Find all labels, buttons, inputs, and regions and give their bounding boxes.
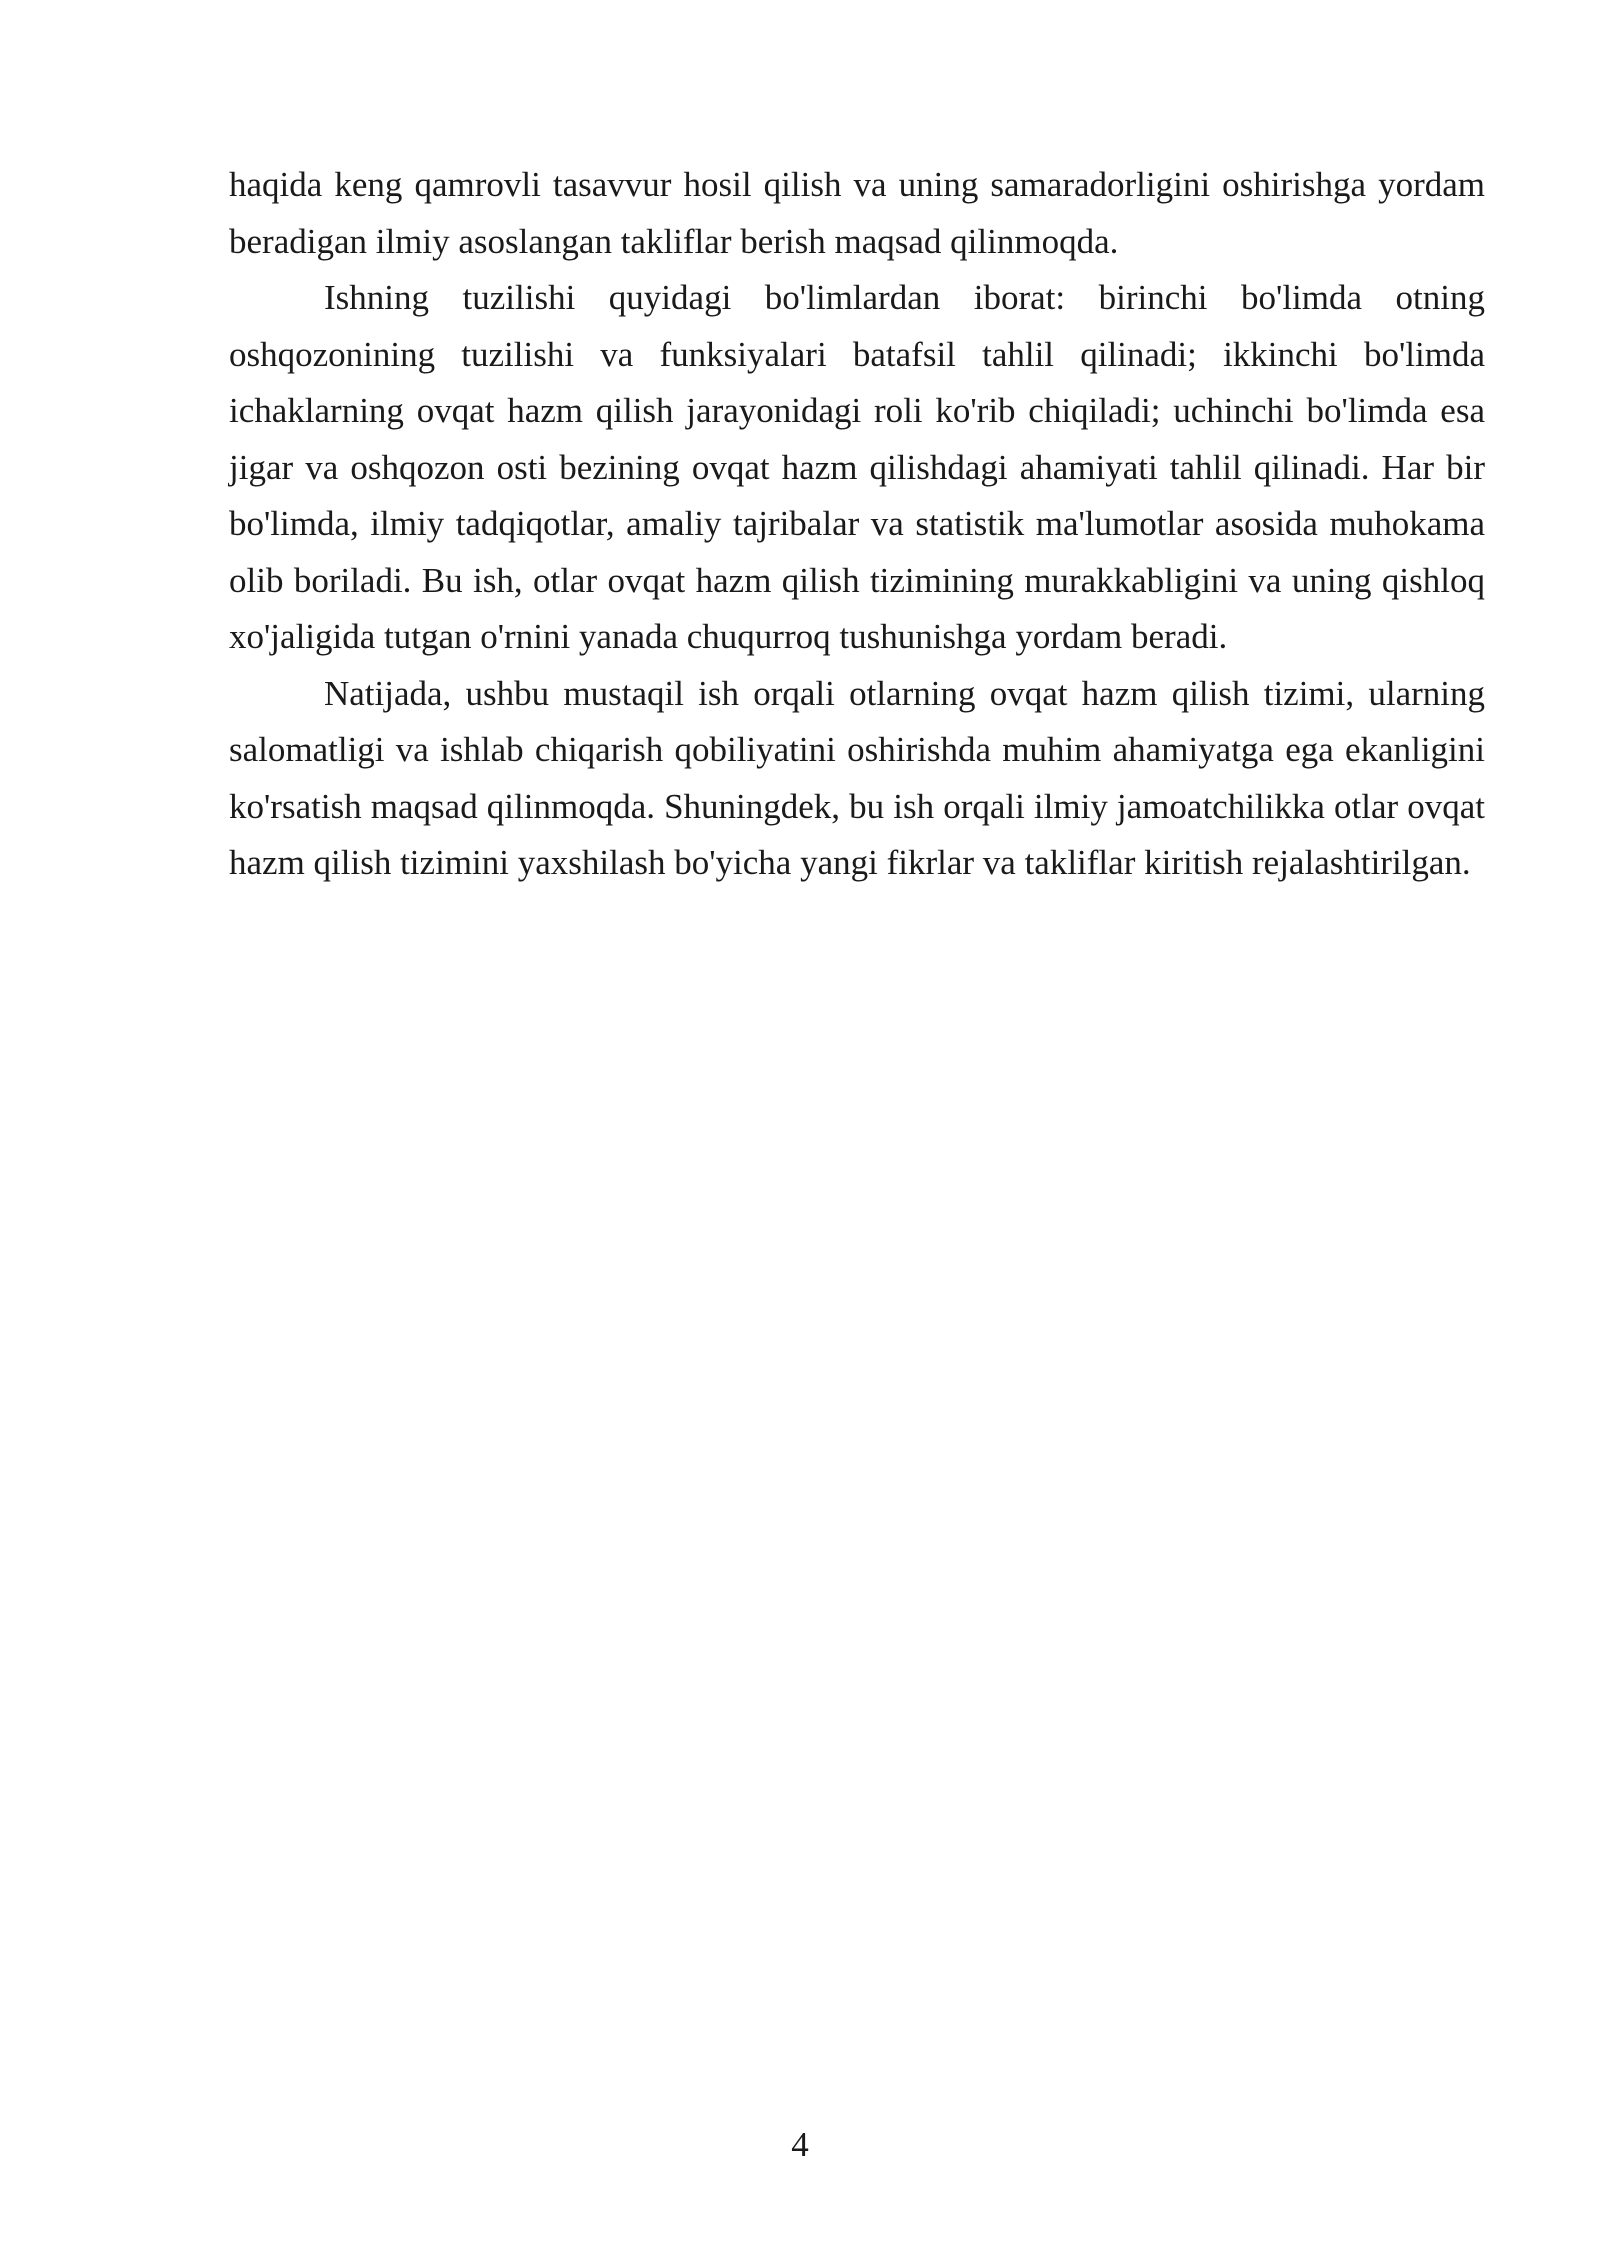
- page-number: 4: [791, 2125, 809, 2164]
- body-text: [229, 157, 1485, 892]
- paragraph-conclusion: Natijada, ushbu mustaqil ish orqali otlarning ovqat hazm qilish tizimi, ularning salomatligi va ishlab chiqarish qobiliyatini oshirishda muhim ahamiyatga ega ekanligini ko'rsatish maqsad qilinmoqda. Shuningdek, bu ish orqali ilmiy jamoatchilikka otlar ovqat hazm qilish tizimini yaxshilash bo'yicha yangi fikrlar va takliflar kiritish rejalashtirilgan.: [229, 673, 1485, 882]
- paragraph-continuation: haqida keng qamrovli tasavvur hosil qilish va uning samaradorligini oshirishga yordam beradigan ilmiy asoslangan takliflar berish maqsad qilinmoqda.: [229, 165, 1485, 261]
- paragraph-structure: Ishning tuzilishi quyidagi bo'limlardan iborat: birinchi bo'limda otning oshqozonining tuzilishi va funksiyalari batafsil tahlil qilinadi; ikkinchi bo'limda ichaklarning ovqat hazm qilish jarayonidagi roli ko'rib chiqiladi; uchinchi bo'limda esa jigar va oshqozon osti bezining ovqat hazm qilishdagi ahamiyati tahlil qilinadi. Har bir bo'limda, ilmiy tadqiqotlar, amaliy tajribalar va statistik ma'lumotlar asosida muhokama olib boriladi. Bu ish, otlar ovqat hazm qilish tizimining murakkabligini va uning qishloq xo'jaligida tutgan o'rnini yanada chuqurroq tushunishga yordam beradi.: [229, 278, 1485, 656]
